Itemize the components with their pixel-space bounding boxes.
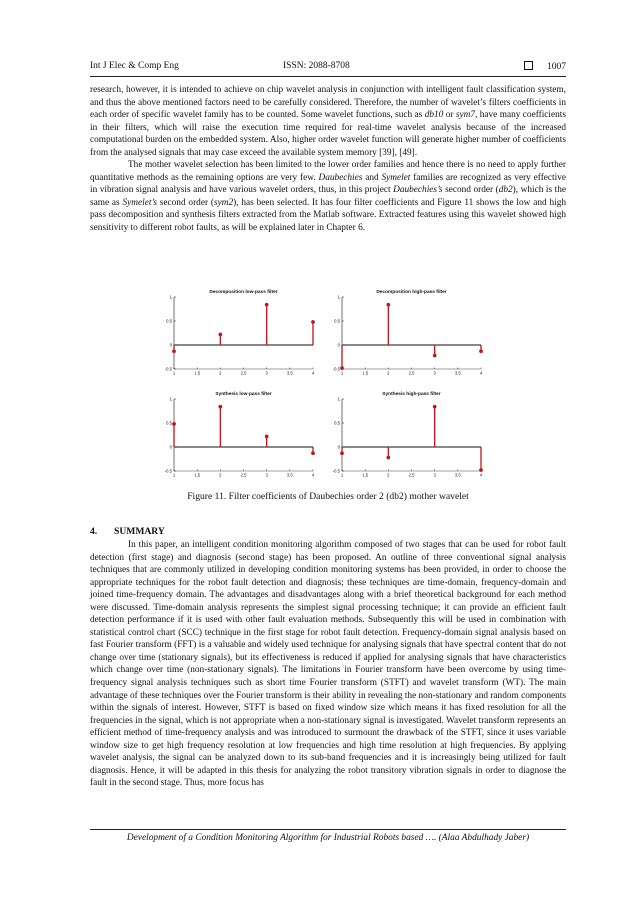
running-header (90, 61, 566, 75)
subplot-4 (333, 391, 483, 478)
stem-marker (479, 350, 482, 353)
paragraph: research, however, it is intended to achieve on chip wavelet analysis in conjunction with intelligent fault classification system, and thus the above mentioned factors need to be carefully considered. Therefore, the number of wavelet’s filters coefficients in each order of specific wavelet family has to be counted. Some wavelet functions, such as db10 or sym7, have many coefficients in their filters, which will raise the execution time required for real-time wavelet analysis because of the increased computational burden on the embedded system. Also, higher order wavelet function will generate higher number of coefficients from the analysed signals that may case exceed the available system memory [39], [49]. (90, 85, 566, 158)
stem-marker (340, 452, 343, 455)
body-text-top (90, 84, 566, 235)
stem-marker (311, 452, 314, 455)
y-tick-label: 0.5 (166, 318, 172, 324)
x-tick-label: 1 (172, 370, 176, 376)
x-tick-label: 1.5 (194, 370, 201, 376)
paragraph: In this paper, an intelligent condition monitoring algorithm composed of two stages that can be used for robot fault detection (first stage) and diagnosis (second stage) has been proposed. An outline of three conventional signal analysis techniques that are commonly utilized in developing condition monitoring systems has been provided, in order to choose the appropriate techniques for the robot fault detection and diagnosis; these techniques are time-domain, frequency-domain and joined time-frequency domain. The advantages and disadvantages along with a brief theoretical background for each method were discussed. Time-domain analysis represents the simplest signal processing technique; it can provide an efficient fault detection performance if it is used with other fault evaluation methods. Subsequently this will be used in combination with statistical control chart (SCC) technique in the first stage for robot fault detection. Frequency-domain signal analysis based on fast Fourier transform (FFT) is a valuable and widely used technique for analysing signals that have spectral content that do not change over time (stationary signals), but its effectiveness is reduced if applied for analysing signals that have characteristics which change over time (non-stationary signals). The limitations in Fourier transform have been overcome by using time-frequency signal analysis techniques such as short time Fourier transform (STFT) and wavelet transform (WT). The main advantage of these techniques over the Fourier transform is their ability in revealing the non-stationary and random components within the signals of interest. However, STFT is based on fixed window size which means it has fixed resolution for all the frequencies in the signal, which is not appropriate when a non-stationary signal is investigated. Wavelet transform represents an efficient method of time-frequency analysis and was introduced to surmount the drawback of the STFT, since it uses variable window size to get high frequency resolution at low frequencies and high time resolution at high frequencies. By applying wavelet analysis, the signal can be analyzed down to its sub-band frequencies and it is increasingly being utilized for fault diagnosis. Hence, it will be adapted in this thesis for analyzing the robot transitory vibration signals in order to diagnose the fault in the second stage. Thus, more focus has (90, 540, 566, 789)
stem-marker (387, 456, 390, 459)
x-tick-label: 4 (311, 370, 315, 376)
stem-marker (387, 303, 390, 306)
x-tick-label: 3.5 (454, 370, 461, 376)
stem-marker (219, 333, 222, 336)
y-tick-label: 1 (337, 396, 340, 402)
x-tick-label: 1 (340, 472, 344, 478)
x-tick-label: 2.5 (408, 472, 415, 478)
x-tick-label: 2.5 (408, 370, 415, 376)
footer-rule (90, 829, 566, 830)
x-tick-label: 2 (387, 472, 390, 478)
x-tick-label: 3 (433, 370, 436, 376)
x-tick-label: 1 (172, 472, 176, 478)
x-tick-label: 2.5 (240, 370, 247, 376)
body-text-summary (90, 539, 566, 790)
figure-11 (164, 285, 487, 478)
paragraph: The mother wavelet selection has been limited to the lower order families and hence there is no need to apply further quantitative methods as the remaining options are very few. Daubechies and Symelet families are recognized as very effective in vibration signal analysis and have various wavelet orders, thus, in this project Daubechies’s second order (db2), which is the same as Symelet’s second order (sym2), has been selected. It has four filter coefficients and Figure 11 shows the low and high pass decomposition and synthesis filters extracted from the Matlab software. Extracted features using this wavelet showed high sensitivity to different robot faults, as will be explained later in Chapter 6. (90, 160, 567, 234)
section-title: SUMMARY (114, 526, 165, 537)
x-tick-label: 3 (265, 370, 268, 376)
x-tick-label: 2 (219, 472, 222, 478)
stem-marker (172, 350, 175, 353)
subplot-title: Decomposition high-pass filter (376, 290, 447, 295)
filter-coefficients-figure (164, 285, 487, 478)
y-tick-label: 0 (169, 444, 172, 450)
subplot-1 (165, 289, 315, 376)
page-number-group (524, 61, 566, 72)
section-heading (90, 526, 165, 537)
y-tick-label: -0.5 (164, 366, 172, 372)
x-tick-label: 2 (387, 370, 390, 376)
header-rule (90, 76, 566, 77)
subplot-title: Synthesis low-pass filter (215, 392, 272, 397)
running-footer: Development of a Condition Monitoring Algorithm for Industrial Robots based …. (Alaa Abdulhady Jaber) (126, 833, 530, 843)
x-tick-label: 1 (340, 370, 344, 376)
section-number: 4. (90, 526, 98, 537)
stem-marker (340, 366, 343, 369)
x-tick-label: 1.5 (362, 472, 369, 478)
subplot-3 (165, 391, 315, 478)
x-tick-label: 3.5 (454, 472, 461, 478)
subplot-2 (333, 289, 483, 376)
x-tick-label: 1.5 (362, 370, 369, 376)
x-tick-label: 3 (265, 472, 268, 478)
checkbox-icon (524, 61, 533, 70)
x-tick-label: 4 (311, 472, 315, 478)
x-tick-label: 2.5 (240, 472, 247, 478)
stem-marker (433, 405, 436, 408)
stem-marker (479, 468, 482, 471)
subplot-title: Decomposition low-pass filter (209, 290, 278, 295)
y-tick-label: 0 (169, 342, 172, 348)
stem-marker (172, 422, 175, 425)
page-number: 1007 (547, 62, 566, 72)
y-tick-label: 0.5 (334, 420, 340, 426)
x-tick-label: 4 (479, 472, 483, 478)
x-tick-label: 4 (479, 370, 483, 376)
y-tick-label: 0 (337, 444, 340, 450)
stem-marker (265, 303, 268, 306)
x-tick-label: 2 (219, 370, 222, 376)
y-tick-label: -0.5 (164, 468, 172, 474)
stem-marker (433, 354, 436, 357)
x-tick-label: 3.5 (286, 472, 293, 478)
figure-caption: Figure 11. Filter coefficients of Daubechies order 2 (db2) mother wavelet (187, 491, 469, 502)
y-tick-label: 0.5 (334, 318, 340, 324)
x-tick-label: 1.5 (194, 472, 201, 478)
stem-marker (311, 320, 314, 323)
issn: ISSN: 2088-8708 (283, 61, 350, 71)
journal-name: Int J Elec & Comp Eng (90, 61, 179, 71)
x-tick-label: 3 (433, 472, 436, 478)
stem-marker (219, 405, 222, 408)
stem-marker (265, 435, 268, 438)
y-tick-label: -0.5 (332, 366, 340, 372)
y-tick-label: 0 (337, 342, 340, 348)
y-tick-label: 0.5 (166, 420, 172, 426)
y-tick-label: 1 (337, 294, 340, 300)
x-tick-label: 3.5 (286, 370, 293, 376)
y-tick-label: 1 (169, 396, 172, 402)
y-tick-label: 1 (169, 294, 172, 300)
y-tick-label: -0.5 (332, 468, 340, 474)
subplot-title: Synthesis high-pass filter (382, 392, 441, 397)
